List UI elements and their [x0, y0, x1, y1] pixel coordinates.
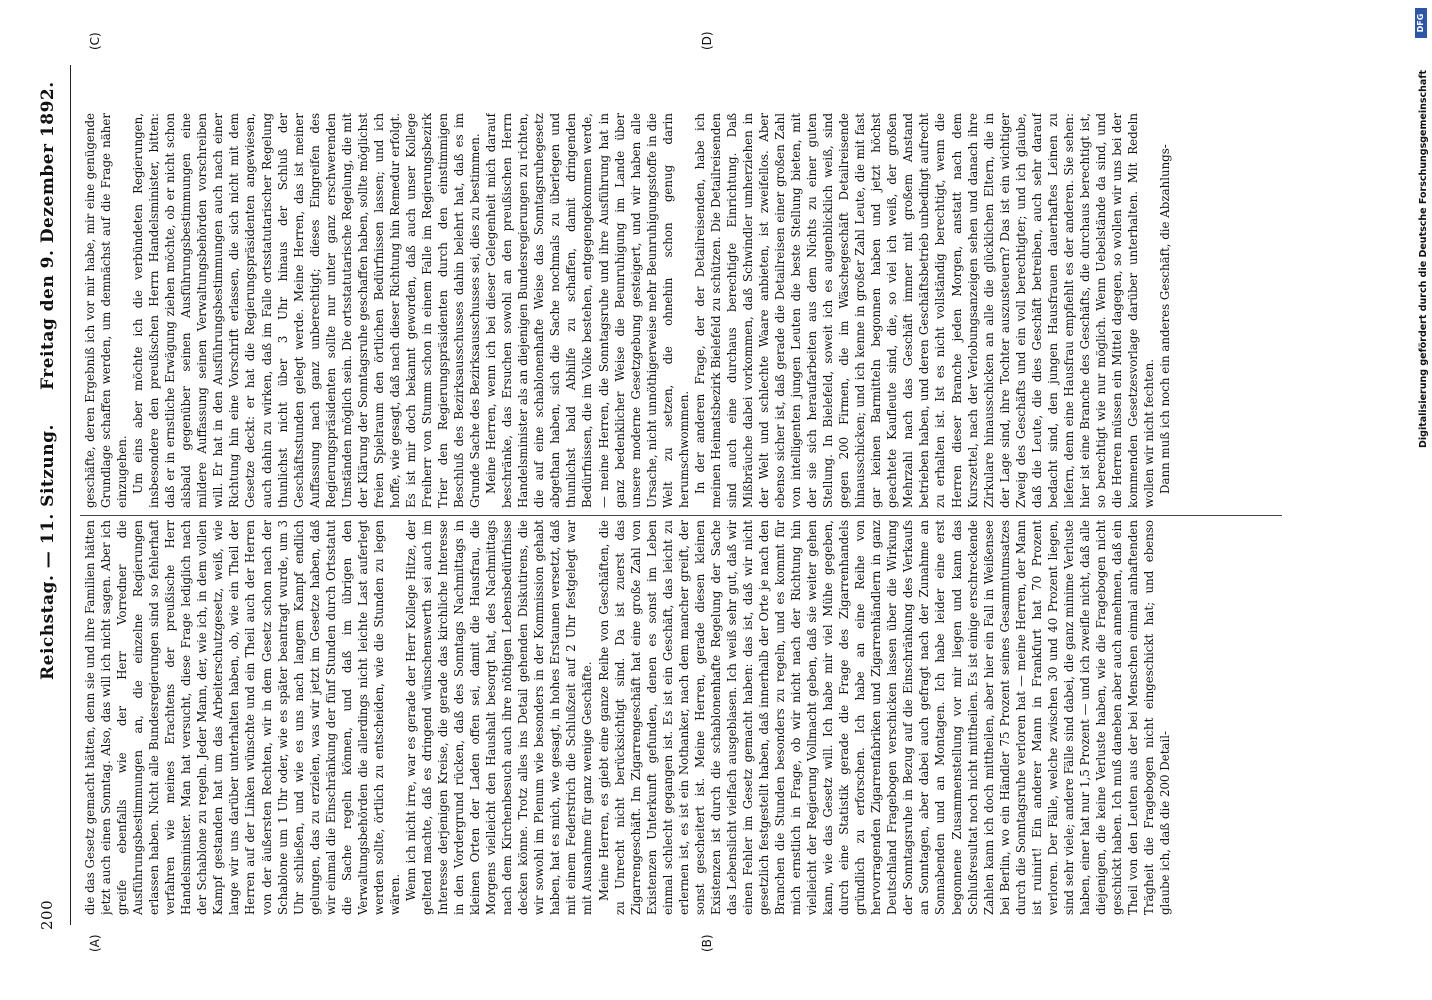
margin-marker-c: (C): [88, 32, 102, 50]
right-text-column: [82, 113, 1282, 508]
page-number: 200: [38, 899, 56, 930]
page-header: [38, 70, 62, 930]
paragraph: die das Gesetz gemacht hätten, denn sie und ihre Familien hätten jetzt auch einen Sonntag. Also, das will ich nicht sagen. Aber ich greife ebenfalls wie der Herr Vorredner die Ausführungsbestimmungen an, die einzelne Regierungen erlassen haben. Nicht alle Bundesregierungen sind so fehlerhaft verfahren wie meines Erachtens der preußische Herr Handelsminister. Man hat versucht, diese Frage lediglich nach der Schablone zu regeln. Jeder Mann, der, wie ich, in dem vollen Kampf gestanden hat um das Arbeiterschutzgesetz, weiß, wie lange wir uns darüber unterhalten haben, ob, wie ein Theil der Herren auf der Linken wünschte und ein Theil auch der Herren von der äußersten Rechten, wir in dem Gesetz schon nach der Schablone um 1 Uhr oder, wie es später beantragt wurde, um 3 Uhr schließen, und wie es uns nach langem Kampf endlich gelungen, das zu erzielen, was wir jetzt im Gesetze haben, daß wir einmal die Einschränkung der fünf Stunden durch Ortsstatut die Sache regeln können, und daß im übrigen den Verwaltungsbehörden die allerdings nicht leichte Last auferlegt werden sollte, örtlich zu entscheiden, wie die Stunden zu legen wären.: [83, 520, 402, 915]
session-title: Reichstag. — 11. Sitzung.: [38, 424, 58, 680]
paragraph: In der anderen Frage, der der Detailreisenden, habe ich meinen Heimatsbezirk Bielefeld zu schützen. Die Detailreisenden sind auch eine durchaus berechtigte Einrichtung. Daß Mißbräuche dabei vorkommen, daß Schwindler umherziehen in der Welt und schlechte Waare anbieten, ist zweifellos. Aber ebenso sicher ist, daß gerade die Detailreisen einer großen Zahl von intelligenten jungen Leuten die beste Stellung bieten, mit der sie sich heraufarbeiten aus dem Nichts zu einer guten Stellung. In Bielefeld, soweit ich es augenblicklich weiß, sind gegen 200 Firmen, die im Wäschegeschäft Detailreisende hinausschicken; und ich kenne in großer Zahl Leute, die mit fast gar keinen Barmitteln begonnen haben und jetzt höchst geachtete Kaufleute sind, die, so viel ich weiß, der großen Mehrzahl nach das Geschäft immer mit großem Anstand betrieben haben, und deren Geschäftsbetrieb unbedingt aufrecht zu erhalten ist. Ist es nicht vollständig berechtigt, wenn die Herren dieser Branche jeden Morgen, anstatt nach dem Kurszettel, nach der Verlobungsanzeigen sehen und danach ihre Zirkulare hinausschicken an alle die glücklichen Eltern, die in der Lage sind, ihre Tochter auszusteuern? Das ist ein wichtiger Zweig des Geschäfts und ein voll berechtigter; und ich glaube, daß die Leute, die dies Geschäft betreiben, auch sehr darauf bedacht sind, den jungen Hausfrauen dauerhaftes Leinen zu liefern, denn eine Hausfrau empfiehlt es der anderen. Sie sehen: hier ist eine Branche des Geschäfts, die durchaus berechtigt ist, so berechtigt wie nur möglich. Wenn Uebelstände da sind, und die Herren müssen ein Mittel dagegen, so wollen wir uns bei der kommenden Gesetzesvorlage darüber unterhalten. Mit Redeln wollen wir nicht fechten.: [692, 113, 1157, 508]
paragraph: Dann muß ich noch ein anderes Geschäft, die Abzahlungs-: [1158, 144, 1173, 494]
session-date: Freitag den 9. Dezember 1892.: [38, 81, 58, 390]
paragraph: Um eins aber möchte ich die verbündeten Regierungen, insbesondere den preußischen Herrn Handelsminister, bitten: daß er in ernstliche Erwägung ziehen möchte, ob er nicht schon alsbald gegenüber seinen Ausführungsbestimmungen eine mildere Auffassung seinen Verwaltungsbehörden vorschreiben will. Er hat in den Ausführungsbestimmungen auch nach einer Richtung hin eine Vorschrift erlassen, die sich nicht mit dem Gesetze deckt: er hat die Regierungspräsidenten angewiesen, auch dahin zu wirken, daß im Falle ortsstatutarischer Regelung thunlichst nicht über 3 Uhr hinaus der Schluß der Geschäftsstunden gelegt werde. Meine Herren, das ist meiner Auffassung nach ganz unberechtigt; dieses Eingreifen des Regierungspräsidenten sollte nur unter ganz erschwerenden Umständen möglich sein. Die ortsstatutarische Regelung, die mit der Klärung der Sonntagsruhe geschaffen haben, sollte möglichst freien Spielraum den örtlichen Bedürfnissen lassen; und ich hoffe, wie gesagt, daß nach dieser Richtung hin Remedur erfolgt. Es ist mir doch bekannt geworden, daß auch unser Kollege Freiherr von Stumm schon in einem Falle im Regierungsbezirk Trier den Regierungspräsidenten durch den einstimmigen Beschluß des Bezirksausschusses dahin belehrt hat, daß es im Grunde Sache des Bezirksausschusses sei, dies zu bestimmen.: [131, 113, 483, 508]
column-divider: [80, 515, 1282, 516]
header-rule: [70, 65, 71, 925]
margin-marker-d: (D): [700, 31, 714, 50]
paragraph: Meine Herren, wenn ich bei dieser Gelegenheit mich darauf beschränke, das Ersuchen sowohl an den preußischen Herrn Handelsminister als an diejenigen Bundesregierungen zu richten, die auf eine schablonenhafte Weise das Sonntagsruhegesetz abgethan haben, sich die Sache nochmals zu überlegen und thunlichst bald Abhilfe zu schaffen, damit dringenden Bedürfnissen, die im Volke bestehen, entgegengekommen werde, — meine Herren, die Sonntagsruhe und ihre Ausführung hat in ganz bedenklicher Weise die Beunruhigung im Lande über unsere moderne Gesetzgebung gesteigert, und wir haben alle Ursache, nicht unnöthigerweise mehr Beunruhigungsstoffe in die Welt zu setzen, die ohnehin schon genug darin herumschwommen.: [484, 113, 691, 508]
left-text-column: [82, 520, 1282, 915]
margin-marker-b: (B): [700, 934, 714, 952]
margin-marker-a: (A): [88, 934, 102, 952]
digitization-credit: Digitalisierung gefördert durch die Deutsche Forschungsgemeinschaft: [1418, 70, 1429, 448]
paragraph: geschäfte, deren Ergebniß ich vor mir habe, mir eine genügende Grundlage schaffen werden, um demnächst auf die Frage näher einzugehen.: [83, 113, 130, 508]
paragraph: Wenn ich nicht irre, war es gerade der Herr Kollege Hitze, der geltend machte, daß es dringend wünschenswerth sei auch im Interesse derjenigen Kreise, die gerade das kirchliche Interesse in den Vordergrund rücken, daß des Sonntags Nachmittags in kleinen Orten der Laden offen sei, damit die Hausfrau, die Morgens vielleicht den Haushalt besorgt hat, des Nachmittags nach dem Kirchenbesuch auch ihre nöthigen Lebensbedürfnisse decken könne. Trotz alles ins Detail gehenden Diskutirens, die wir sowohl im Plenum wie besonders in der Kommission gehabt haben, hat es mich, wie gesagt, in hohes Erstaunen versetzt, daß mit einem Federstrich die Schlußzeit auf 2 Uhr festgelegt war mit Ausnahme für ganz wenige Geschäfte.: [403, 520, 595, 915]
paragraph: Meine Herren, es giebt eine ganze Reihe von Geschäften, die zu Unrecht nicht berücksichtigt sind. Da ist zuerst das Zigarrengeschäft. Im Zigarrengeschäft hat eine große Zahl von Existenzen Unterkunft gefunden, denen es sonst im Leben einmal schlecht gegangen ist. Es ist ein Geschäft, das leicht zu erlernen ist, es ist ein Nothanker, nach dem mancher greift, der sonst gescheitert ist. Meine Herren, gerade diesen kleinen Existenzen ist durch die schablonenhafte Regelung der Sache das Lebenslicht vielfach ausgeblasen. Ich weiß sehr gut, daß wir einen Fehler im Gesetz gemacht haben: das ist, daß wir nicht gesetzlich festgestellt haben, daß innerhalb der Orte je nach den Branchen die Stunden besonders zu regeln, und es kommt für mich ernstlich in Frage, ob wir nicht nach der Richtung hin vielleicht der Regierung Vollmacht geben, daß sie weiter gehen kann, wie das Gesetz will. Ich habe mir viel Mühe gegeben, durch eine Statistik gerade die Frage des Zigarrenhandels gründlich zu erforschen. Ich habe an eine Reihe von hervorragenden Zigarrenfabriken und Zigarrenhändlern in ganz Deutschland Fragebogen verschicken lassen über die Wirkung der Sonntagsruhe in Bezug auf die Einschränkung des Verkaufs an Sonntagen, aber dabei auch gefragt nach der Zunahme an Sonnabenden und an Montagen. Ich habe leider eine erst begonnene Zusammenstellung vor mir liegen und kann das Schlußresultat noch nicht mittheilen. Es ist einige erschreckende Zahlen kann ich doch mittheilen, aber hier ein Fall in Weißensee bei Berlin, wo ein Händler 75 Prozent seines Gesammtumsatzes durch die Sonntagsruhe verloren hat — meine Herren, der Mann ist ruinirt! Ein anderer Mann in Frankfurt hat 70 Prozent verloren. Der Fälle, welche zwischen 30 und 40 Prozent liegen, sind sehr viele; andere Fälle sind dabei, die ganz minime Verluste haben, einer hat nur 1,5 Prozent — und ich zweifle nicht, daß alle diejenigen, die keine Verluste haben, wie die Fragebogen nicht geschickt haben. Ich muß daneben aber auch annehmen, daß ein Theil von den Leuten aus der bei Menschen einmal anhaftenden Trägheit die Fragebogen nicht eingeschickt hat; und ebenso glaube ich, daß die 200 Detail-: [596, 520, 1173, 915]
dfg-logo: DFG: [1415, 8, 1427, 38]
